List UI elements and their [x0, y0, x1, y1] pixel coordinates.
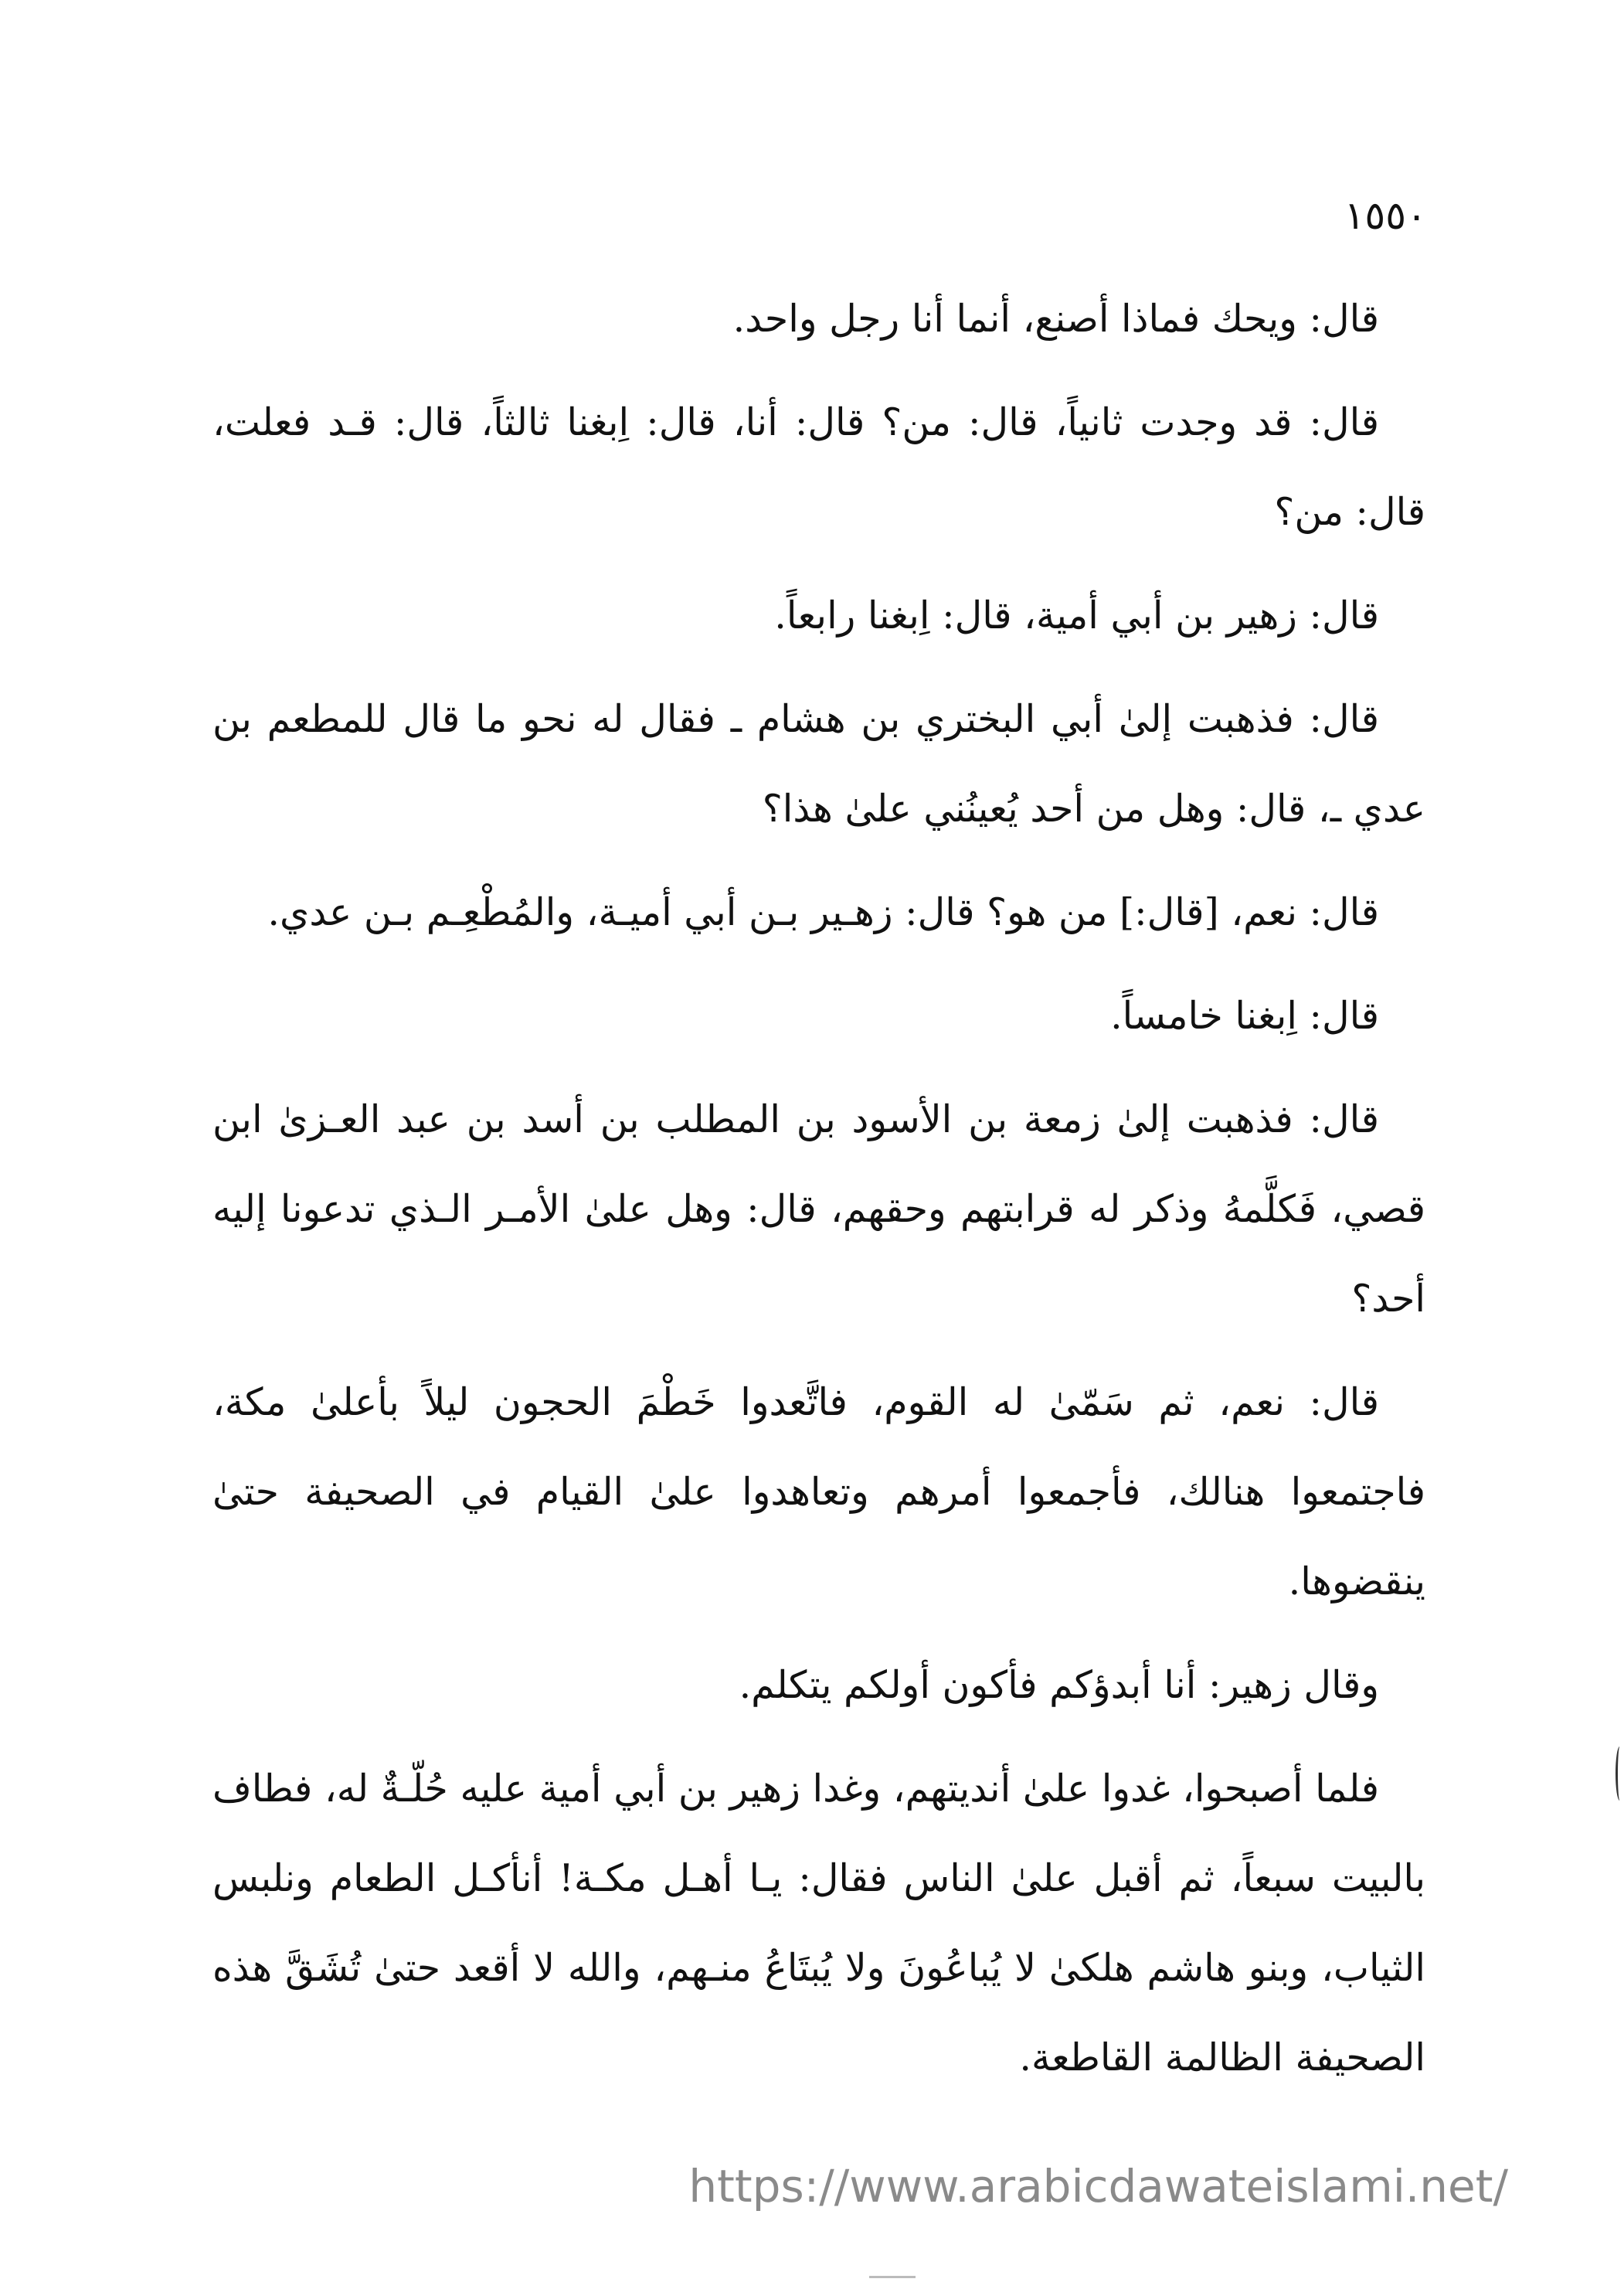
scan-bottom-mark [869, 2276, 916, 2278]
paragraph: قال: فذهبت إلىٰ زمعة بن الأسود بن المطلب بن أسد بن عبد العـزىٰ ابن قصي، فَكلَّمهُ وذكر له قرابتهم وحقهم، قال: وهل علىٰ الأمـر الـذي تدعونا إليه أحد؟ [212, 1097, 1425, 1321]
footer-watermark-url: https://www.arabicdawateislami.net/ [688, 2160, 1508, 2212]
paragraph: قال: نعم، ثم سَمّىٰ له القوم، فاتَّعدوا خَطْمَ الحجون ليلاً بأعلىٰ مكة، فاجتمعوا هنالك، فأجمعوا أمرهم وتعاهدوا علىٰ القيام في الصحيفة حتىٰ ينقضوها. [212, 1380, 1425, 1604]
paragraph: فلما أصبحوا، غدوا علىٰ أنديتهم، وغدا زهير بن أبي أمية عليه حُلّـةٌ له، فطاف بالبيت سبعاً، ثم أقبل علىٰ الناس فقال: يـا أهـل مكـة! أنأكـل الطعام ونلبس الثياب، وبنو هاشم هلكىٰ لا يُباعُونَ ولا يُبتَاعُ منـهم، والله لا أقعد حتىٰ تُشَقَّ هذه الصحيفة الظالمة القاطعة. [212, 1767, 1425, 2080]
paragraph: قال: زهير بن أبي أمية، قال: اِبغنا رابعاً. [774, 594, 1379, 638]
paragraph: قال: فذهبت إلىٰ أبي البختري بن هشام ـ فقال له نحو ما قال للمطعم بن عدي ـ، قال: وهل من أحد يُعينُني علىٰ هذا؟ [212, 697, 1425, 831]
page-number: ١٥٥٠ [1344, 193, 1427, 238]
paragraph: قال: نعم، [قال:] من هو؟ قال: زهـير بـن أبي أميـة، والمُطْعِـم بـن عدي. [267, 890, 1379, 934]
paragraph: قال: اِبغنا خامساً. [1110, 994, 1379, 1038]
body-text [212, 274, 1425, 2117]
paragraph: قال: قد وجدت ثانياً، قال: من؟ قال: أنا، قال: اِبغنا ثالثاً، قال: قـد فعلت، قال: من؟ [212, 400, 1425, 534]
paragraph: قال: ويحك فماذا أصنع، أنما أنا رجل واحد. [732, 297, 1379, 341]
paragraph: وقال زهير: أنا أبدؤكم فأكون أولكم يتكلم. [739, 1663, 1379, 1707]
scan-edge-mark [1616, 1747, 1624, 1801]
